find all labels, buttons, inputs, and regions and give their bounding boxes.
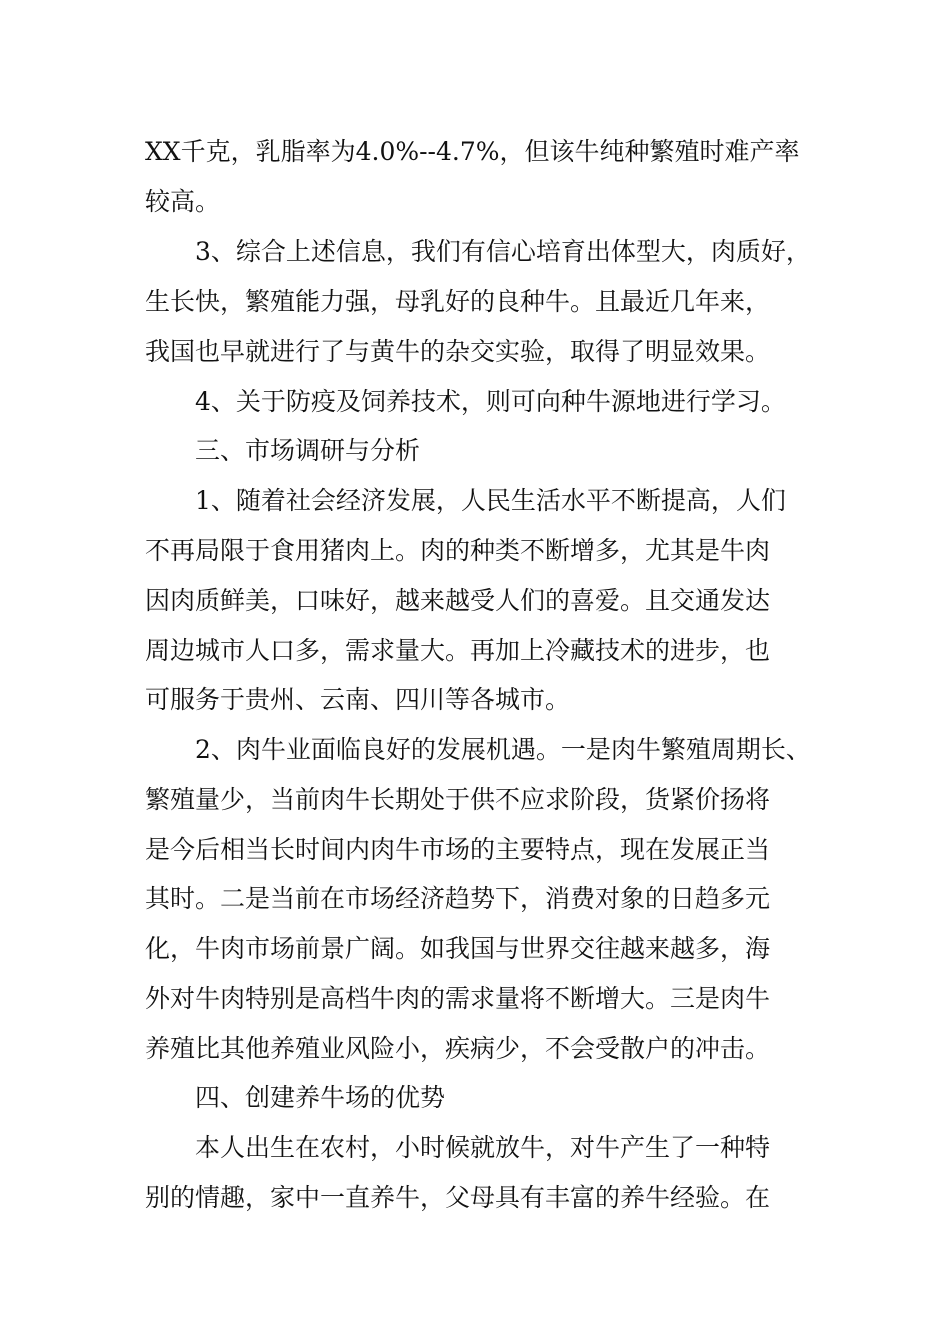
text-line: 生长快，繁殖能力强，母乳好的良种牛。且最近几年来， — [145, 287, 771, 316]
text-line: 不再局限于食用猪肉上。肉的种类不断增多，尤其是牛肉 — [145, 536, 771, 565]
paragraph-start-line: 3、综合上述信息，我们有信心培育出体型大，肉质好， — [195, 237, 811, 266]
paragraph-start-line: 2、肉牛业面临良好的发展机遇。一是肉牛繁殖周期长、 — [195, 735, 811, 764]
text-line: 繁殖量少，当前肉牛长期处于供不应求阶段，货紧价扬将 — [145, 785, 771, 814]
paragraph-start-line: 1、随着社会经济发展，人民生活水平不断提高，人们 — [195, 486, 786, 515]
text-line: 较高。 — [145, 187, 221, 216]
text-line: 因肉质鲜美，口味好，越来越受人们的喜爱。且交通发达 — [145, 586, 771, 615]
text-line: 其时。二是当前在市场经济趋势下，消费对象的日趋多元 — [145, 884, 771, 913]
paragraph-start-line: 4、关于防疫及饲养技术，则可向种牛源地进行学习。 — [195, 387, 786, 416]
text-line: 别的情趣，家中一直养牛，父母具有丰富的养牛经验。在 — [145, 1183, 771, 1212]
section-heading: 三、市场调研与分析 — [195, 436, 421, 465]
text-line: 可服务于贵州、云南、四川等各城市。 — [145, 685, 571, 714]
text-line: 我国也早就进行了与黄牛的杂交实验，取得了明显效果。 — [145, 337, 771, 366]
section-heading: 四、创建养牛场的优势 — [195, 1083, 446, 1112]
text-line: 周边城市人口多，需求量大。再加上冷藏技术的进步，也 — [145, 636, 771, 665]
text-line: 是今后相当长时间内肉牛市场的主要特点，现在发展正当 — [145, 835, 771, 864]
paragraph-start-line: 本人出生在农村，小时候就放牛，对牛产生了一种特 — [195, 1133, 771, 1162]
text-line: XX千克，乳脂率为4.0%--4.7%，但该牛纯种繁殖时难产率 — [145, 137, 800, 166]
text-line: 养殖比其他养殖业风险小，疾病少，不会受散户的冲击。 — [145, 1034, 771, 1063]
text-line: 化，牛肉市场前景广阔。如我国与世界交往越来越多，海 — [145, 934, 771, 963]
text-line: 外对牛肉特别是高档牛肉的需求量将不断增大。三是肉牛 — [145, 984, 771, 1013]
